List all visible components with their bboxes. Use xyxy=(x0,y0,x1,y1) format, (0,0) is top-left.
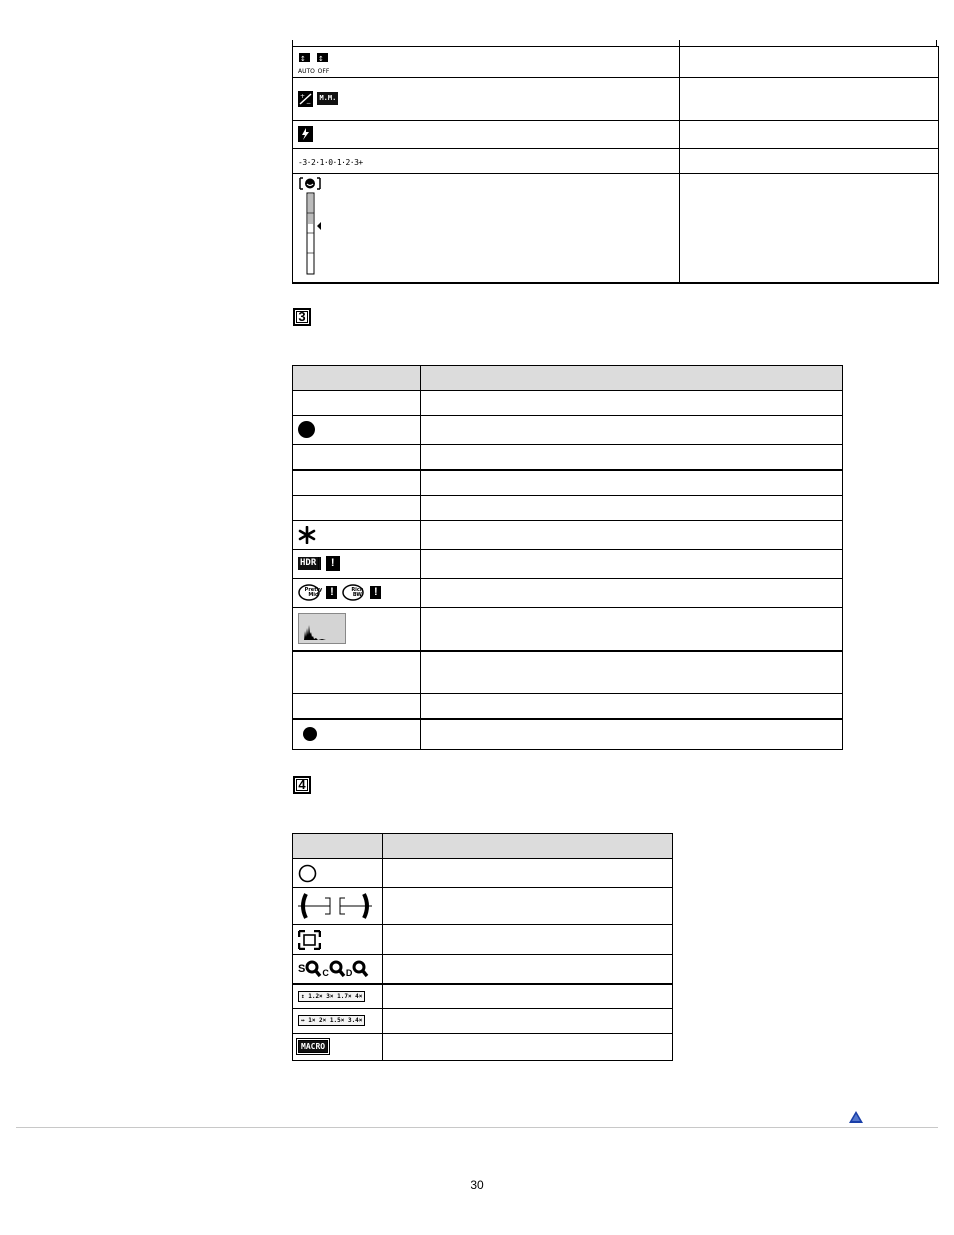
table-cell xyxy=(383,859,673,888)
section-3-icon: 3 xyxy=(293,308,311,326)
table-cell xyxy=(293,888,383,925)
table-cell xyxy=(293,47,680,78)
table-cell xyxy=(421,608,843,651)
table-cell xyxy=(383,955,673,984)
table-cell xyxy=(421,719,843,750)
display-table-section-3 xyxy=(292,365,843,750)
ev-scale-icon: -3·2·1·0·1·2·3+ xyxy=(298,158,363,167)
smart-zoom-letter: S xyxy=(298,962,306,975)
table-cell xyxy=(421,496,843,521)
display-table-continued xyxy=(292,46,939,284)
table-cell xyxy=(383,925,673,955)
svg-text:↕: ↕ xyxy=(318,54,325,63)
table-row xyxy=(293,1009,673,1034)
table-cell xyxy=(293,496,421,521)
table-cell xyxy=(293,579,421,608)
hdr-warning-icon: ! xyxy=(326,556,340,571)
table-cell xyxy=(293,719,421,750)
off-label: OFF xyxy=(317,67,330,75)
table-row xyxy=(293,651,843,694)
table-row xyxy=(293,47,939,78)
table-row xyxy=(293,719,843,750)
table-row xyxy=(293,445,843,470)
table-cell xyxy=(293,174,680,283)
table-cell xyxy=(383,984,673,1009)
table-header-row xyxy=(293,366,843,391)
macro-icon: MACRO xyxy=(298,1040,328,1053)
recording-dot-icon xyxy=(298,421,315,438)
pretty-label: Pretty Mid xyxy=(304,586,323,598)
table-cell xyxy=(421,391,843,416)
svg-text:+: + xyxy=(300,92,306,100)
table-cell xyxy=(293,78,680,121)
table-header-cell xyxy=(293,834,383,859)
auto-label: AUTO xyxy=(298,67,315,75)
zoom-scale-horizontal-icon: ↔ 1× 2× 1.5× 3.4× xyxy=(298,1015,365,1026)
table-row xyxy=(293,496,843,521)
table-cell xyxy=(293,984,383,1009)
back-to-top-icon[interactable] xyxy=(849,1111,863,1123)
svg-text:↕: ↕ xyxy=(300,54,306,63)
table-cell xyxy=(293,694,421,719)
table-cell xyxy=(421,445,843,470)
focus-indicator-dot-icon xyxy=(303,727,317,741)
table-row xyxy=(293,521,843,550)
af-range-finder-frame-icon xyxy=(298,892,372,920)
table-cell xyxy=(421,579,843,608)
table-cell xyxy=(293,470,421,496)
digital-zoom-magnifier-icon xyxy=(352,960,369,978)
table-cell xyxy=(293,1034,383,1061)
table-cell xyxy=(293,521,421,550)
table-cell xyxy=(293,608,421,651)
table-cell xyxy=(293,391,421,416)
table-cell xyxy=(293,416,421,445)
table-cell xyxy=(293,859,383,888)
table-header-cell xyxy=(421,366,843,391)
display-table-section-4 xyxy=(292,833,673,1061)
table-row xyxy=(293,121,939,149)
table-cell xyxy=(293,550,421,579)
clear-zoom-magnifier-icon xyxy=(329,960,346,978)
table-row xyxy=(293,550,843,579)
table-cell xyxy=(680,78,939,121)
table-row xyxy=(293,925,673,955)
table-cell xyxy=(421,651,843,694)
page-number: 30 xyxy=(470,1178,484,1192)
rich-label: Rich BW xyxy=(351,586,364,598)
table-row xyxy=(293,888,673,925)
ae-lock-asterisk-icon xyxy=(298,526,316,544)
rich-warning-icon: ! xyxy=(370,586,381,599)
table-cell xyxy=(383,888,673,925)
face-detection-frame-icon xyxy=(298,930,321,950)
table-cell xyxy=(680,149,939,174)
table-cell xyxy=(293,955,383,984)
table-row xyxy=(293,1034,673,1061)
table-cell xyxy=(421,694,843,719)
table-header-row xyxy=(293,834,673,859)
table-cell xyxy=(421,470,843,496)
table-cell xyxy=(293,1009,383,1034)
spot-metering-circle-icon xyxy=(298,864,317,883)
table-cell xyxy=(293,651,421,694)
pretty-warning-icon: ! xyxy=(326,586,337,599)
table-row xyxy=(293,955,673,984)
table-cell xyxy=(293,121,680,149)
table-cell xyxy=(680,174,939,283)
table-cell xyxy=(383,1009,673,1034)
footer-divider xyxy=(16,1127,938,1128)
smart-zoom-magnifier-icon xyxy=(305,960,322,978)
table-cell xyxy=(293,925,383,955)
clear-zoom-letter: C xyxy=(322,967,329,978)
hdr-icon: HDR xyxy=(298,557,321,570)
table-row xyxy=(293,174,939,283)
table-row xyxy=(293,416,843,445)
table-cell xyxy=(421,550,843,579)
table-row xyxy=(293,984,673,1009)
smile-shutter-sensitivity-icon xyxy=(298,177,324,275)
section-4-icon: 4 xyxy=(293,776,311,794)
table-cell xyxy=(383,1034,673,1061)
manual-exposure-icon: M.M. xyxy=(317,92,338,105)
table-cell xyxy=(680,121,939,149)
svg-text:−: − xyxy=(306,99,312,107)
zoom-scale-vertical-icon: ↕ 1.2× 3× 1.7× 4× xyxy=(298,991,365,1002)
flash-compensation-off-icon xyxy=(316,50,330,75)
table-cell xyxy=(421,521,843,550)
table-cell xyxy=(293,149,680,174)
table-row xyxy=(293,608,843,651)
table-row xyxy=(293,694,843,719)
flash-compensation-auto-icon xyxy=(298,50,315,75)
exposure-compensation-icon xyxy=(298,91,313,107)
table-header-cell xyxy=(293,366,421,391)
table-row xyxy=(293,149,939,174)
histogram-icon xyxy=(298,613,346,644)
table-row xyxy=(293,470,843,496)
table-cell xyxy=(680,47,939,78)
table-header-cell xyxy=(383,834,673,859)
table-cell xyxy=(421,416,843,445)
table-cell xyxy=(293,445,421,470)
table-row xyxy=(293,391,843,416)
table-row xyxy=(293,859,673,888)
flash-charging-icon xyxy=(298,126,313,142)
digital-zoom-letter: D xyxy=(345,967,353,978)
table-row xyxy=(293,579,843,608)
table-row xyxy=(293,78,939,121)
